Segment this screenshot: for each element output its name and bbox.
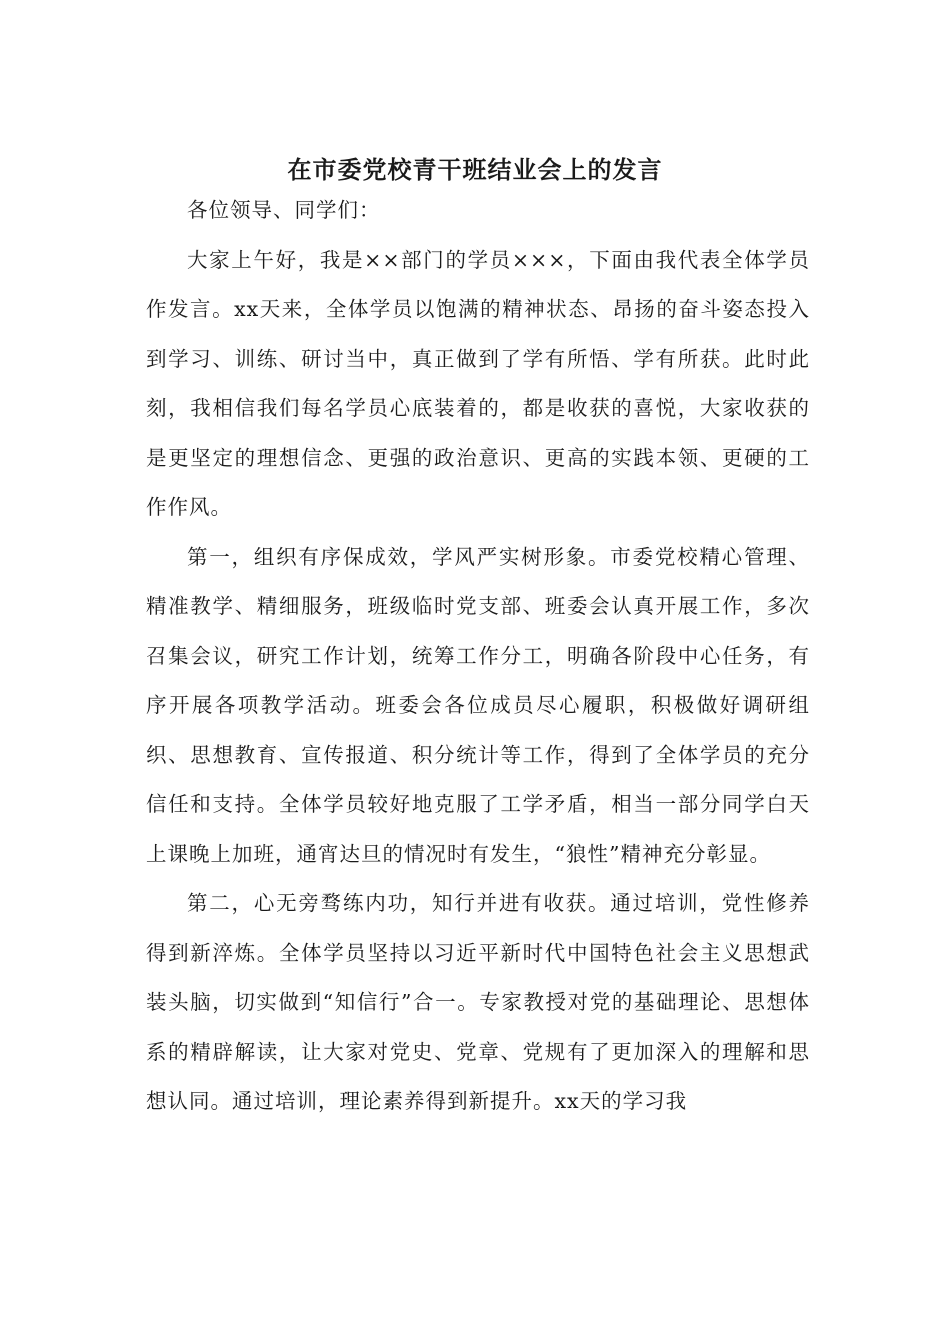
paragraph-first-point: 第一，组织有序保成效，学风严实树形象。市委党校精心管理、精准教学、精细服务，班级临时党支部、班委会认真开展工作，多次召集会议，研究工作计划，统筹工作分工，明确各阶段中心任务，有序开展各项教学活动。班委会各位成员尽心履职，积极做好调研组织、思想教育、宣传报道、积分统计等工作，得到了全体学员的充分信任和支持。全体学员较好地克服了工学矛盾，相当一部分同学白天上课晚上加班，通宵达旦的情况时有发生，“狼性”精神充分彰显。: [146, 544, 810, 866]
paragraph-opening: 大家上午好，我是××部门的学员×××，下面由我代表全体学员作发言。xx天来，全体学员以饱满的精神状态、昂扬的奋斗姿态投入到学习、训练、研讨当中，真正做到了学有所悟、学有所获。此时此刻，我相信我们每名学员心底装着的，都是收获的喜悦，大家收获的是更坚定的理想信念、更强的政治意识、更高的实践本领、更硬的工作作风。: [146, 247, 810, 519]
salutation: 各位领导、同学们：: [187, 198, 381, 222]
paragraph-second-point: 第二，心无旁骛练内功，知行并进有收获。通过培训，党性修养得到新淬炼。全体学员坚持以习近平新时代中国特色社会主义思想武装头脑，切实做到“知信行”合一。专家教授对党的基础理论、思想体系的精辟解读，让大家对党史、党章、党规有了更加深入的理解和思想认同。通过培训，理论素养得到新提升。xx天的学习我: [146, 891, 810, 1113]
document-body: [146, 186, 810, 1127]
document-title: 在市委党校青干班结业会上的发言: [287, 155, 663, 184]
